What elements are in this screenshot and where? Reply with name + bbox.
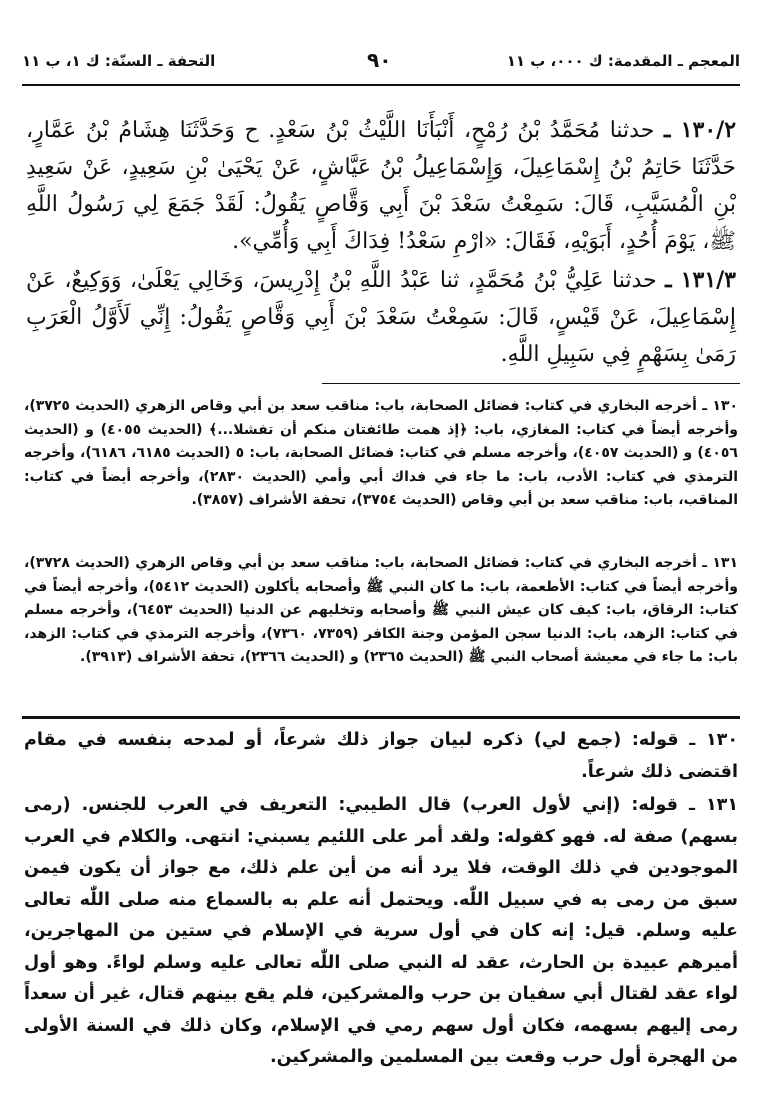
takhrij-number: ١٣١ ـ: [702, 555, 738, 571]
hadith-text: حدثنا عَلِيُّ بْنُ مُحَمَّدٍ، ثنا عَبْدُ اللَّهِ بْنُ إِدْرِيسَ، وَخَالِي يَعْلَىٰ، وَوَكِيعٌ، عَنْ إِسْمَاعِيلَ، عَنْ قَيْسٍ، قَالَ: سَمِعْتُ سَعْدَ بْنَ أَبِي وَقَّاصٍ يَقُولُ: إِنِّي لَأَوَّلُ الْعَرَبِ رَمَىٰ بِسَهْمٍ فِي سَبِيلِ اللَّهِ.: [26, 268, 736, 367]
hadith-text: حدثنا مُحَمَّدُ بْنُ رُمْحٍ، أَنْبَأَنَا اللَّيْثُ بْنُ سَعْدٍ. ح وَحَدَّثَنَا هِشَامُ بْنُ عَمَّارٍ، حَدَّثَنَا حَاتِمُ بْنُ إِسْمَاعِيلَ، وَإِسْمَاعِيلُ بْنُ عَيَّاشٍ، عَنْ يَحْيَىٰ بْنِ سَعِيدٍ، عَنْ سَعِيدِ بْنِ الْمُسَيَّبِ، قَالَ: سَمِعْتُ سَعْدَ بْنَ أَبِي وَقَّاصٍ يَقُولُ: لَقَدْ جَمَعَ لِي رَسُولُ اللَّهِ ﷺ، يَوْمَ أُحُدٍ، أَبَوَيْهِ، فَقَالَ: «ارْمِ سَعْدُ! فِدَاكَ أَبِي وَأُمِّي».: [26, 118, 736, 254]
commentary-divider: [22, 716, 740, 719]
footnote-divider: [322, 383, 740, 384]
commentary-number: ١٣٠ ـ: [689, 730, 738, 750]
commentary-130: [24, 725, 738, 788]
header-reference-muajam: المعجم ـ المقدمة: ك ٠٠٠، ب ١١: [506, 52, 740, 70]
page-number: ٩٠: [367, 48, 392, 72]
takhrij-note-130: [24, 395, 738, 513]
commentary-text: قوله: (جمع لي) ذكره لبيان جواز ذلك شرعاً، أو لمدحه بنفسه في مقام اقتضى ذلك شرعاً.: [24, 730, 738, 782]
header-divider: [22, 84, 740, 86]
takhrij-number: ١٣٠ ـ: [702, 398, 738, 414]
page-header: [22, 48, 740, 80]
commentary-131: [24, 790, 738, 1074]
hadith-number: ١٣١/٣ ـ: [665, 267, 736, 293]
commentary-text: قوله: (إني لأول العرب) قال الطيبي: التعريف في العرب للجنس. (رمى بسهم) صفة له. فهو كقوله: ولقد أمر على اللئيم يسبني: انتهى. والكلام في العرب الموجودين في ذلك الوقت، فلا يرد أنه من أين علم ذلك، مع جواز أن يكون فيمن سبق من رمى به في سبيل اللّٰه. ويحتمل أنه علم به بالسماع منه صلى اللّٰه تعالى عليه وسلم. قيل: إنه كان في أول سرية في الإسلام في ستين من المهاجرين، أميرهم عبيدة بن الحارث، عقد له النبي صلى اللّٰه تعالى عليه وسلم لواءً. وهو أول لواء عقد لقتال أبي سفيان بن حرب والمشركين، فلم يقع بينهم قتال، غير أن سعداً رمى إليهم بسهمه، فكان أول سهم رمي في الإسلام، وكان ذلك في السنة الأولى من الهجرة أول حرب وقعت بين المسلمين والمشركين.: [24, 795, 738, 1067]
commentary-number: ١٣١ ـ: [688, 795, 738, 815]
takhrij-note-131: [24, 552, 738, 670]
hadith-130: [26, 112, 736, 260]
takhrij-text: أخرجه البخاري في كتاب: فضائل الصحابة، باب: مناقب سعد بن أبي وقاص الزهري (الحديث ٣٧٢٨)، وأخرجه أيضاً في كتاب: الأطعمة، باب: ما كان النبي ﷺ وأصحابه يأكلون (الحديث ٥٤١٢)، وأخرجه أيضاً في كتاب: الرقاق، باب: كيف كان عيش النبي ﷺ وأصحابه وتخليهم عن الدنيا (الحديث ٦٤٥٣)، وأخرجه مسلم في كتاب: الزهد، باب: الدنيا سجن المؤمن وجنة الكافر (٧٣٥٩، ٧٣٦٠)، وأخرجه الترمذي في كتاب: الزهد، باب: ما جاء في معيشة أصحاب النبي ﷺ (الحديث ٢٣٦٥) و (الحديث ٢٣٦٦)، تحفة الأشراف (٣٩١٣).: [24, 555, 739, 666]
hadith-131: [26, 262, 736, 373]
header-reference-tuhfa: التحفة ـ السنّة: ك ١، ب ١١: [22, 52, 216, 70]
hadith-number: ١٣٠/٢ ـ: [663, 117, 737, 143]
takhrij-text: أخرجه البخاري في كتاب: فضائل الصحابة، باب: مناقب سعد بن أبي وقاص الزهري (الحديث ٣٧٢٥)، وأخرجه أيضاً في كتاب: المغازي، باب: ﴿إذ همت طائفتان منكم أن تفشلا...﴾ (الحديث ٤٠٥٥) و (الحديث ٤٠٥٦) و (الحديث ٤٠٥٧)، وأخرجه مسلم في كتاب: فضائل الصحابة، باب: ٥ (الحديث ٦١٨٥، ٦١٨٦)، وأخرجه الترمذي في كتاب: الأدب، باب: ما جاء في فداك أبي وأمي (الحديث ٢٨٣٠)، وأخرجه أيضاً في كتاب: المناقب، باب: مناقب سعد بن أبي وقاص (الحديث ٣٧٥٤)، تحفة الأشراف (٣٨٥٧).: [24, 398, 739, 509]
